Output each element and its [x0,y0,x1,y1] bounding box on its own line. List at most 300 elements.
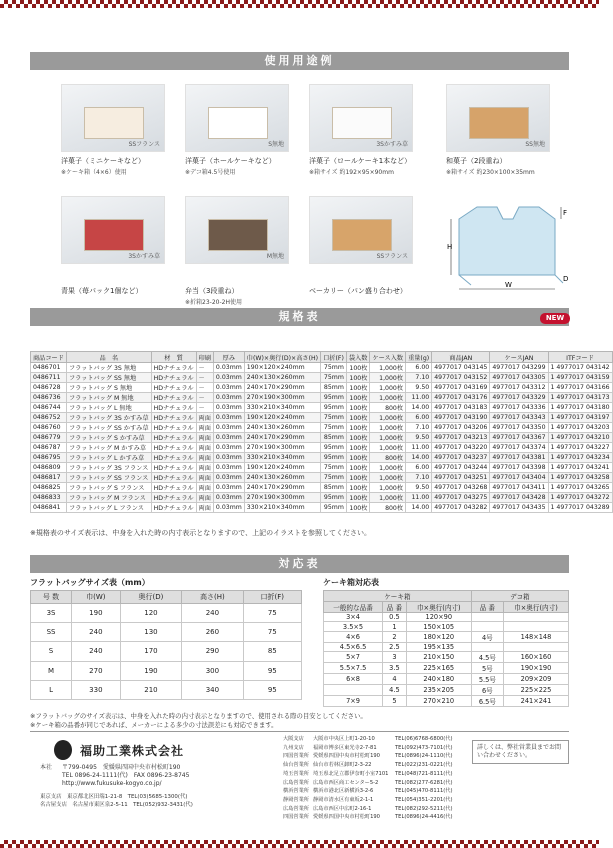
bag-header-cell: 巾(W) [72,591,121,604]
table-cell: 4977017 043169 [432,383,490,393]
table-cell: 1,000枚 [370,373,406,383]
table-cell: 240×170×290mm [244,433,320,443]
table-cell: 4.5×6.5 [324,642,383,651]
table-cell: 130 [120,623,182,642]
table-cell: 190 [120,661,182,680]
bottom-border [0,840,599,848]
table-cell: 0.03mm [213,433,244,443]
branch-field: TEL(0896)24-4416(代) [395,814,453,821]
diagram-label-f: F [563,209,568,217]
table-cell: フラットバッグ SS 無地 [66,373,151,383]
branch-field: 広島市西区商工センター5-2 [313,779,379,786]
table-cell: 150×105 [406,622,471,631]
branch-field: 愛媛県四国中央市村松町190 [313,814,380,821]
table-cell: 4977017 043343 [490,413,548,423]
table-cell: － [196,403,213,413]
table-cell: 1 4977017 043241 [548,463,612,473]
photo-tag: S無地 [268,141,284,148]
table-cell: 270×190×300mm [244,493,320,503]
table-cell: 6号 [471,685,503,696]
table-row [31,463,613,473]
table-cell: 240×130×260mm [244,423,320,433]
table-cell: 3 [383,652,407,663]
branch-row [283,779,465,788]
table-cell: 7.10 [406,423,432,433]
table-cell: 11.00 [406,443,432,453]
table-cell: 4977017 043374 [490,443,548,453]
branch-list [283,735,465,822]
table-cell: 0.03mm [213,443,244,453]
table-cell: 330×210×340mm [244,503,320,513]
table-cell: 0486728 [31,383,67,393]
table-cell: 4977017 043381 [490,453,548,463]
table-cell: 1,000枚 [370,473,406,483]
table-cell: 120 [120,604,182,623]
compat-note-1: ※フラットバッグのサイズ表示は、中身を入れた時の内寸表示となりますので、使用される際の目安としてください。 [30,712,367,720]
table-cell [471,613,503,622]
table-cell: － [196,393,213,403]
table-cell: HDナチュラル [151,413,196,423]
table-cell: 100枚 [346,413,370,423]
branch-field: TEL(045)470-8111(代) [395,788,453,795]
table-cell: 両面 [196,413,213,423]
spec-header-cell: 商品コード [31,352,67,363]
table-cell: 100枚 [346,493,370,503]
table-cell: 190×120×240mm [244,363,320,373]
usage-photo-5 [61,196,165,264]
inquiry-box: 詳しくは、弊社営業員までお問い合わせください。 [472,740,569,764]
bag-size-title: フラットバッグサイズ表（mm） [30,578,150,587]
spec-header-cell: ケース入数 [370,352,406,363]
table-cell: 330×210×340mm [244,403,320,413]
table-cell: 100枚 [346,433,370,443]
table-cell: 両面 [196,453,213,463]
table-cell: 4977017 043190 [432,413,490,423]
table-cell: SS [31,623,72,642]
table-cell: 100枚 [346,453,370,463]
table-row [31,423,613,433]
table-cell: 7×9 [324,696,383,707]
table-cell: 1 4977017 043272 [548,493,612,503]
table-cell: L [31,680,72,699]
table-cell: 1 4977017 043210 [548,433,612,443]
table-cell: 4977017 043183 [432,403,490,413]
table-cell: 4977017 043275 [432,493,490,503]
table-cell: 190×190 [503,663,568,674]
table-cell: HDナチュラル [151,403,196,413]
table-cell: フラットバッグ SS かすみ草 [66,423,151,433]
table-cell: 1 4977017 043142 [548,363,612,373]
spec-header-cell: 厚み [213,352,244,363]
table-cell: 9.50 [406,383,432,393]
table-cell: HDナチュラル [151,453,196,463]
branch-field: 埼玉営業所 [283,770,309,777]
table-cell: HDナチュラル [151,473,196,483]
spec-header-cell: ケースJAN [490,352,548,363]
table-cell: フラットバッグ 3S フランス [66,463,151,473]
diagram-label-w: W [505,281,512,289]
table-row [31,661,302,680]
photo-tag: SS無地 [525,141,545,148]
table-cell: 240×170×290mm [244,383,320,393]
compat-note-2: ※ケーキ箱の品番が同じであれば、メーカーによる多少の寸法誤差にも対応できます。 [30,721,278,729]
table-cell: － [196,383,213,393]
table-row [31,383,613,393]
table-cell: 100枚 [346,383,370,393]
table-cell: 1 4977017 043197 [548,413,612,423]
branch-field: 仙台市若林区卸町2-3-22 [313,762,372,769]
spec-section-title: 規格表 [30,308,569,326]
diagram-label-h: H [447,243,453,251]
table-row [31,413,613,423]
table-cell: フラットバッグ 3S かすみ草 [66,413,151,423]
table-cell: S [31,642,72,661]
table-row [31,503,613,513]
table-cell: 4977017 043282 [432,503,490,513]
table-cell: 0.03mm [213,503,244,513]
table-cell: 100枚 [346,463,370,473]
table-cell: 0.03mm [213,493,244,503]
table-cell: 4977017 043329 [490,393,548,403]
table-cell: 95mm [321,453,347,463]
table-cell: フラットバッグ M 無地 [66,393,151,403]
table-cell: 120×90 [406,613,471,622]
company-logo [54,740,72,760]
table-cell: 85mm [321,433,347,443]
branch-field: 横浜市港北区新横浜3-2-6 [313,788,374,795]
table-cell: 95mm [321,403,347,413]
branch-row [283,796,465,805]
table-cell: 4977017 043152 [432,373,490,383]
table-cell: 4977017 043244 [432,463,490,473]
nagoya-branch: 名古屋支店 名古屋市東区泉2-5-11 TEL(052)932-3431(代) [40,802,193,808]
table-cell: 270×210 [406,696,471,707]
table-cell: 1 4977017 043227 [548,443,612,453]
table-row [324,652,569,663]
table-cell: HDナチュラル [151,393,196,403]
table-cell: 1,000枚 [370,463,406,473]
table-cell: 4977017 043428 [490,493,548,503]
branch-field: 静岡市清水区有東坂2-1-1 [313,796,374,803]
spec-header-cell: 品 名 [66,352,151,363]
table-cell: 7.10 [406,473,432,483]
table-cell: 190×120×240mm [244,463,320,473]
table-cell: 75mm [321,423,347,433]
table-cell: 85 [243,642,301,661]
table-cell: 2 [383,631,407,642]
company-url-link[interactable]: http://www.fukusuke-kogyo.co.jp/ [62,780,162,787]
table-cell: 4977017 043404 [490,473,548,483]
usage-section-title: 使用用途例 [30,52,569,70]
table-row [31,680,302,699]
table-row [324,631,569,642]
table-cell: 1 4977017 043234 [548,453,612,463]
table-cell: 1,000枚 [370,493,406,503]
table-cell: 4号 [471,631,503,642]
table-cell: フラットバッグ SS フランス [66,473,151,483]
table-cell: 3×4 [324,613,383,622]
spec-header-cell: 商品JAN [432,352,490,363]
branch-field: 愛媛県四国中央市村松町190 [313,753,380,760]
table-cell: 4977017 043398 [490,463,548,473]
table-cell: 0486841 [31,503,67,513]
branch-field: 静岡営業所 [283,796,309,803]
table-cell: 0.03mm [213,453,244,463]
table-cell: 100枚 [346,403,370,413]
table-cell: 4.5号 [471,652,503,663]
table-cell: 95mm [321,443,347,453]
table-cell [503,642,568,651]
table-cell: フラットバッグ S 無地 [66,383,151,393]
branch-field: 仙台営業所 [283,762,309,769]
table-cell: 1 4977017 043180 [548,403,612,413]
table-row [31,483,613,493]
table-cell: 4977017 043206 [432,423,490,433]
branch-field: TEL(092)473-7101(代) [395,744,453,751]
usage-caption-4: 和菓子（2段重ね） ※箱サイズ 約230×100×35mm [446,157,535,176]
table-cell: 225×225 [503,685,568,696]
table-cell: 両面 [196,493,213,503]
table-cell: 148×148 [503,631,568,642]
table-cell: 95 [243,661,301,680]
table-cell: 0.03mm [213,483,244,493]
table-cell: 1,000枚 [370,433,406,443]
table-cell: 75mm [321,363,347,373]
table-cell: 0.03mm [213,373,244,383]
table-cell: 両面 [196,463,213,473]
table-cell: フラットバッグ L 無地 [66,403,151,413]
table-cell: HDナチュラル [151,483,196,493]
table-cell: 9.50 [406,483,432,493]
table-cell: HDナチュラル [151,463,196,473]
bag-header-cell: 口折(F) [243,591,301,604]
table-cell [324,685,383,696]
bag-dimension-diagram [447,197,569,291]
table-cell: 0.03mm [213,403,244,413]
table-cell: 0486701 [31,363,67,373]
photo-tag: SSフランス [128,141,160,148]
spec-header-cell: 袋入数 [346,352,370,363]
table-cell: HDナチュラル [151,433,196,443]
table-cell: 95mm [321,393,347,403]
table-row [31,623,302,642]
branch-field: 埼玉県北足立郡伊奈町小室7101 [313,770,389,777]
table-cell: 95mm [321,493,347,503]
table-cell: 75mm [321,463,347,473]
table-cell: 241×241 [503,696,568,707]
photo-tag: SSフランス [376,253,408,260]
table-cell: 1 4977017 043159 [548,373,612,383]
table-cell: 4977017 043305 [490,373,548,383]
usage-caption-6: 弁当（3段重ね） ※折箱23-20-2H使用 [185,287,242,306]
table-cell: 両面 [196,473,213,483]
table-cell: 75mm [321,413,347,423]
table-row [31,403,613,413]
table-cell [503,622,568,631]
table-cell: 11.00 [406,393,432,403]
photo-tag: 3Sかすみ草 [376,141,408,148]
table-cell: 0486809 [31,463,67,473]
table-cell: 4977017 043251 [432,473,490,483]
table-cell: 5×7 [324,652,383,663]
table-cell: HDナチュラル [151,443,196,453]
table-cell: 75 [243,623,301,642]
table-cell: 4977017 043350 [490,423,548,433]
branch-field: TEL(054)351-2201(代) [395,796,453,803]
table-cell: 4.5 [383,685,407,696]
spec-header-cell: 口折(F) [321,352,347,363]
table-cell: 0.03mm [213,363,244,373]
table-cell: 1 4977017 043258 [548,473,612,483]
photo-tag: M無地 [266,253,284,260]
hq-label: 本社 [40,764,53,771]
table-cell: － [196,373,213,383]
table-cell: HDナチュラル [151,423,196,433]
table-cell: 100枚 [346,393,370,403]
branch-row [283,813,465,822]
table-cell: － [196,363,213,373]
table-cell: 1,000枚 [370,363,406,373]
table-cell: 両面 [196,483,213,493]
table-cell: 4×6 [324,631,383,642]
table-cell: M [31,661,72,680]
branch-field: TEL(0896)24-1110(代) [395,753,453,760]
table-cell: 240 [72,642,121,661]
table-cell: 0486736 [31,393,67,403]
table-cell: 0.03mm [213,423,244,433]
table-cell: 0.03mm [213,463,244,473]
table-cell: 9.50 [406,433,432,443]
usage-photo-7 [309,196,413,264]
table-cell: 160×160 [503,652,568,663]
branch-field: TEL(022)231-0221(代) [395,762,453,769]
table-cell: 290 [182,642,243,661]
table-cell: 240 [72,623,121,642]
table-cell: 0486817 [31,473,67,483]
table-cell: 14.00 [406,503,432,513]
table-cell: 0486787 [31,443,67,453]
table-cell: 4977017 043367 [490,433,548,443]
table-cell: 0.03mm [213,413,244,423]
table-cell: フラットバッグ M フランス [66,493,151,503]
table-cell: 240×170×290mm [244,483,320,493]
table-cell: 0.5 [383,613,407,622]
table-row [324,674,569,685]
table-cell: 100枚 [346,503,370,513]
branch-row [283,787,465,796]
table-row [31,363,613,373]
tokyo-branch: 東京支店 東京都北区田端1-21-8 TEL(03)5685-1300(代) [40,794,188,800]
cake-general-header: 一般的な品番 [324,602,383,613]
table-cell: 75 [243,604,301,623]
table-row [324,696,569,707]
table-cell: フラットバッグ M かすみ草 [66,443,151,453]
table-cell: 4977017 043312 [490,383,548,393]
table-cell: フラットバッグ 3S 無地 [66,363,151,373]
table-cell: 14.00 [406,453,432,463]
table-row [31,443,613,453]
table-cell: 95 [243,680,301,699]
usage-photo-4 [446,84,550,152]
table-row [324,622,569,631]
table-cell: 1,000枚 [370,423,406,433]
branch-field: 大阪支店 [283,736,304,742]
table-cell: 180×120 [406,631,471,642]
table-cell: 3.5×5 [324,622,383,631]
hq-address: 〒799-0495 愛媛県四国中央市村松町190 TEL 0896-24-1111(代) FAX 0896-23-8745 http://www.fukusuke-kogyo.co.jp/ [62,764,190,787]
table-cell: 0486779 [31,433,67,443]
table-cell: 両面 [196,503,213,513]
table-cell: 330 [72,680,121,699]
table-cell: 2.5 [383,642,407,651]
usage-caption-7: ベーカリー（パン盛り合わせ） [309,287,407,295]
table-cell: HDナチュラル [151,493,196,503]
cake-item-header: 品 番 [383,602,407,613]
branch-row [283,752,465,761]
table-cell: 210×150 [406,652,471,663]
table-row [324,685,569,696]
table-cell: 210 [120,680,182,699]
branch-field: 横浜営業所 [283,788,309,795]
table-cell: 0486825 [31,483,67,493]
table-row [31,433,613,443]
table-row [31,473,613,483]
table-cell: 5.5×7.5 [324,663,383,674]
table-cell: 0486833 [31,493,67,503]
table-cell: 5 [383,696,407,707]
spec-header-cell: 巾(W)×奥行(D)×高さ(H) [244,352,320,363]
table-cell: 260 [182,623,243,642]
table-cell: 190 [72,604,121,623]
branch-row [283,805,465,814]
bag-size-table [30,590,302,700]
table-cell: 800枚 [370,403,406,413]
table-cell: 5号 [471,663,503,674]
table-cell: 225×165 [406,663,471,674]
table-cell: フラットバッグ S かすみ草 [66,433,151,443]
table-cell: 195×135 [406,642,471,651]
photo-tag: 3Sかすみ草 [128,253,160,260]
spec-body [31,363,613,513]
table-cell: 6.00 [406,363,432,373]
table-cell: 両面 [196,423,213,433]
table-cell: フラットバッグ L かすみ草 [66,453,151,463]
branch-field: TEL(06)6768-6800(代) [395,736,453,742]
table-cell: 4977017 043145 [432,363,490,373]
branch-field: 広島市西区中広町2-16-1 [313,805,372,812]
table-cell: 300 [182,661,243,680]
table-row [31,642,302,661]
table-cell: 100枚 [346,363,370,373]
cake-box-table [323,590,569,707]
table-cell: HDナチュラル [151,383,196,393]
table-cell: 4977017 043299 [490,363,548,373]
branch-field: TEL(082)277-6281(代) [395,779,453,786]
table-cell: 7.10 [406,373,432,383]
table-cell: HDナチュラル [151,363,196,373]
table-row [31,604,302,623]
table-cell: フラットバッグ S フランス [66,483,151,493]
table-cell: 270 [72,661,121,680]
table-row [324,642,569,651]
branch-field: 広島営業所 [283,779,309,786]
deco-inner-header: 巾×奥行(内寸) [503,602,568,613]
spec-table [30,351,613,513]
table-cell: 4977017 043435 [490,503,548,513]
table-cell: 235×205 [406,685,471,696]
top-border [0,0,599,8]
bag-header-cell: 高さ(H) [182,591,243,604]
